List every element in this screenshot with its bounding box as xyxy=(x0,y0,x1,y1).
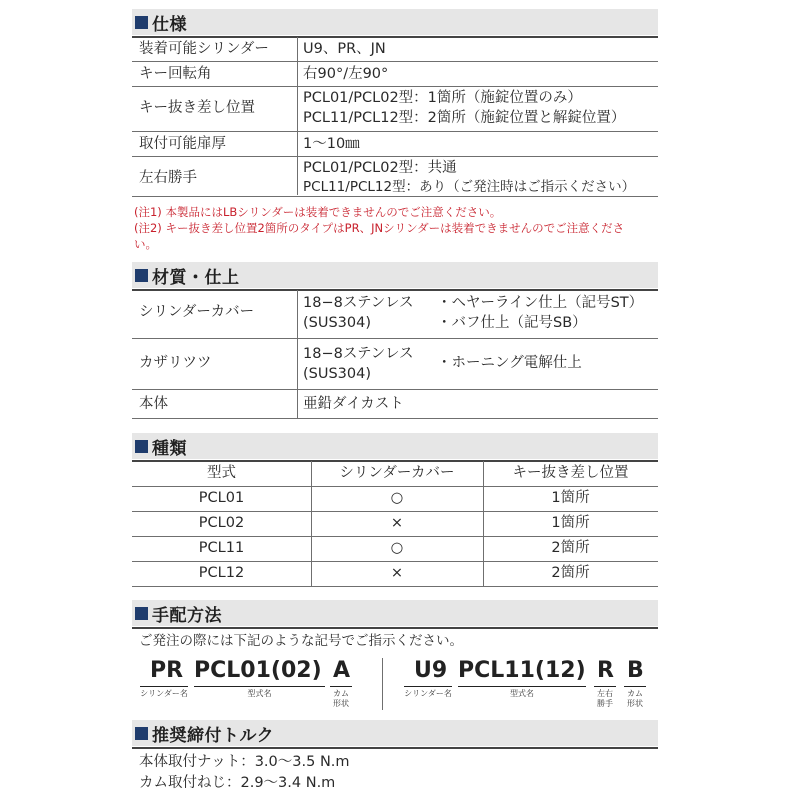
spec-label: キー抜き差し位置 xyxy=(139,100,255,116)
order-model-code: PCL01(02) xyxy=(194,658,322,683)
section-header-torque xyxy=(132,720,658,746)
material-value: 18−8ステンレス xyxy=(303,295,414,311)
divider xyxy=(132,627,658,629)
order-hand-code: R xyxy=(597,658,614,683)
table-cell: 1箇所 xyxy=(551,515,590,531)
order-cylinder-code: U9 xyxy=(414,658,448,683)
section-marker-icon xyxy=(135,607,148,620)
torque-line: カム取付ねじ：2.9〜3.4 N.m xyxy=(139,775,336,791)
section-header-types xyxy=(132,433,658,459)
spec-value: 1〜10㎜ xyxy=(303,136,360,152)
section-marker-icon xyxy=(135,16,148,29)
spec-value: U9、PR、JN xyxy=(303,41,386,57)
spec-value: PCL11/PCL12型：2箇所（施錠位置と解錠位置） xyxy=(303,110,626,126)
spec-value: PCL01/PCL02型：1箇所（施錠位置のみ） xyxy=(303,90,582,106)
divider xyxy=(624,686,646,687)
divider xyxy=(404,686,452,687)
column-header: シリンダーカバー xyxy=(339,465,455,481)
table-cell: PCL12 xyxy=(198,565,245,581)
table-cell: 2箇所 xyxy=(551,565,590,581)
divider xyxy=(132,196,658,197)
divider xyxy=(458,686,586,687)
material-value: 亜鉛ダイカスト xyxy=(303,396,404,412)
table-cell: ○ xyxy=(390,540,404,556)
spec-value: PCL01/PCL02型：共通 xyxy=(303,160,457,176)
order-caption: シリンダー名 xyxy=(140,689,188,698)
divider xyxy=(132,511,658,512)
section-header-spec xyxy=(132,9,658,35)
divider xyxy=(132,61,658,62)
divider xyxy=(330,686,352,687)
material-value: 18−8ステンレス xyxy=(303,346,414,362)
divider xyxy=(132,36,658,38)
order-caption: 型式名 xyxy=(510,689,534,698)
material-value: (SUS304) xyxy=(303,366,372,382)
divider xyxy=(132,586,658,587)
divider xyxy=(297,290,298,418)
material-label: 本体 xyxy=(139,396,168,412)
order-caption: 形状 xyxy=(627,699,643,708)
finish-value: ・ヘヤーライン仕上（記号ST） xyxy=(437,295,644,311)
table-cell: PCL11 xyxy=(198,540,245,556)
divider xyxy=(132,289,658,291)
spec-value: 右90°/左90° xyxy=(303,66,389,82)
spec-value: PCL11/PCL12型：あり（ご発注時はご指示ください） xyxy=(303,179,636,195)
spec-label: 装着可能シリンダー xyxy=(139,41,269,57)
table-cell: × xyxy=(390,515,404,531)
order-caption: カム xyxy=(333,689,349,698)
section-marker-icon xyxy=(135,440,148,453)
order-model-code: PCL11(12) xyxy=(458,658,586,683)
finish-value: ・バフ仕上（記号SB） xyxy=(437,315,587,331)
section-marker-icon xyxy=(135,727,148,740)
table-cell: ○ xyxy=(390,490,404,506)
note-2-cont: い。 xyxy=(134,237,157,251)
section-title: 推奨締付トルク xyxy=(152,725,275,746)
divider xyxy=(132,747,658,749)
divider xyxy=(132,86,658,87)
finish-value: ・ホーニング電解仕上 xyxy=(437,355,582,371)
order-caption: 型式名 xyxy=(247,689,272,698)
divider xyxy=(132,389,658,390)
order-cylinder-code: PR xyxy=(150,658,184,683)
section-title: 手配方法 xyxy=(152,605,222,626)
material-label: シリンダーカバー xyxy=(139,304,255,320)
section-title: 材質・仕上 xyxy=(152,267,240,288)
spec-label: 左右勝手 xyxy=(139,170,197,186)
divider xyxy=(132,418,658,419)
section-title: 種類 xyxy=(152,438,187,459)
order-caption: シリンダー名 xyxy=(404,689,452,698)
material-label: カザリツツ xyxy=(139,355,212,371)
divider xyxy=(132,460,658,462)
divider xyxy=(132,338,658,339)
spec-label: キー回転角 xyxy=(139,66,212,82)
order-caption: 左右 xyxy=(597,689,613,698)
order-caption: 勝手 xyxy=(597,699,613,708)
table-cell: PCL01 xyxy=(198,490,245,506)
divider xyxy=(194,686,325,687)
note-1: (注1) 本製品にはLBシリンダーは装着できませんのでご注意ください。 xyxy=(134,205,502,219)
divider xyxy=(132,156,658,157)
table-cell: × xyxy=(390,565,404,581)
divider xyxy=(132,561,658,562)
section-header-order xyxy=(132,600,658,626)
spec-label: 取付可能扉厚 xyxy=(139,136,226,152)
section-title: 仕様 xyxy=(152,14,187,35)
divider xyxy=(594,686,616,687)
section-marker-icon xyxy=(135,269,148,282)
table-cell: 1箇所 xyxy=(551,490,590,506)
column-header: キー抜き差し位置 xyxy=(512,465,629,481)
divider xyxy=(132,536,658,537)
order-cam-code: A xyxy=(333,658,351,683)
order-cam-code: B xyxy=(627,658,644,683)
table-cell: 2箇所 xyxy=(551,540,590,556)
divider xyxy=(132,131,658,132)
column-header: 型式 xyxy=(207,465,236,481)
section-header-material xyxy=(132,262,658,288)
order-caption: 形状 xyxy=(333,699,349,708)
order-caption: カム xyxy=(627,689,643,698)
divider xyxy=(140,686,188,687)
table-cell: PCL02 xyxy=(198,515,245,531)
torque-line: 本体取付ナット：3.0〜3.5 N.m xyxy=(139,754,350,770)
order-intro: ご発注の際には下記のような記号でご指示ください。 xyxy=(139,633,463,649)
divider xyxy=(382,658,383,710)
material-value: (SUS304) xyxy=(303,315,372,331)
divider xyxy=(132,486,658,487)
note-2: (注2) キー抜き差し位置2箇所のタイプはPR、JNシリンダーは装着できませんのでご注意くださ xyxy=(134,221,625,235)
